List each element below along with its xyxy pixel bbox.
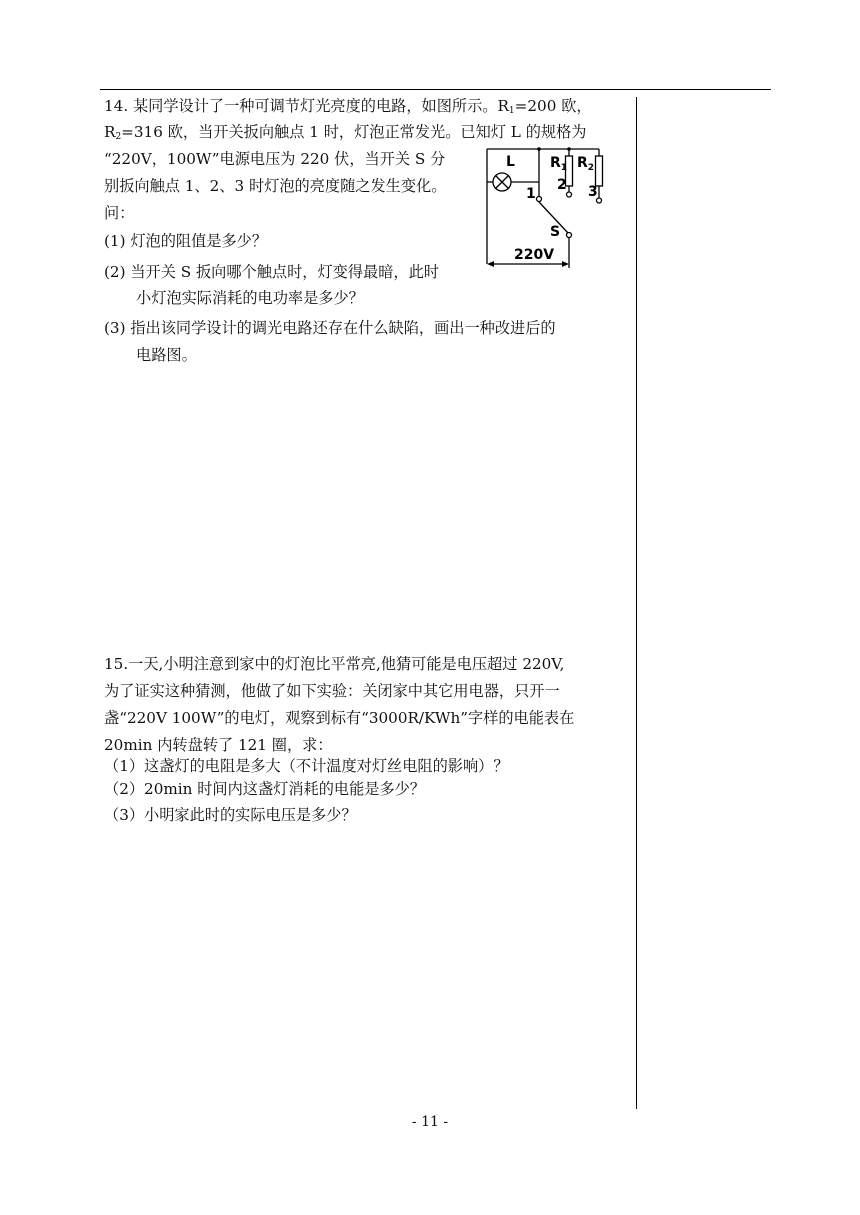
r2-resistor: [596, 156, 603, 186]
contact-2-label: 2: [557, 177, 567, 193]
q15-subquestion-3: （3）小明家此时的实际电压是多少？: [104, 806, 357, 824]
q15-line-4: 20min 内转盘转了 121 圈，求：: [104, 736, 333, 754]
q14-subquestion-1: (1) 灯泡的阻值是多少？: [104, 232, 268, 250]
contact-1-label: 1: [526, 186, 536, 202]
r2-label: $R_2$: [577, 155, 595, 173]
q14-line-1: 14. 某同学设计了一种可调节灯光亮度的电路，如图所示。$R_1=200$ 欧，: [104, 97, 592, 116]
r1-label: $R_1$: [550, 155, 568, 173]
q15-subquestion-2: （2）20min 时间内这盏灯消耗的电能是多少？: [104, 780, 426, 798]
q14-subquestion-3: (3) 指出该同学设计的调光电路还存在什么缺陷，画出一种改进后的: [104, 319, 556, 337]
q14-subquestion-2: (2) 当开关 S 扳向哪个触点时，灯变得最暗，此时: [104, 263, 439, 281]
q15-line-1: 15.一天,小明注意到家中的灯泡比平常亮,他猜可能是电压超过 220V,: [104, 655, 565, 673]
q15-line-2: 为了证实这种猜测，他做了如下实验：关闭家中其它用电器，只开一: [104, 682, 560, 700]
q15-line-3: 盏“220V 100W”的电灯，观察到标有“3000R/KWh”字样的电能表在: [104, 709, 575, 727]
q15-subquestion-1: （1）这盏灯的电阻是多大（不计温度对灯丝电阻的影响）？: [104, 757, 509, 775]
q14-line-2: $R_2=316$ 欧，当开关扳向触点 1 时，灯泡正常发光。已知灯 L 的规格为: [104, 123, 587, 142]
lamp-label: L: [506, 154, 515, 170]
switch-pivot: [567, 233, 572, 238]
q14-line-4: 别扳向触点 1、2、3 时灯泡的亮度随之发生变化。: [104, 177, 447, 195]
voltage-label: 220V: [514, 247, 555, 263]
q14-line-3: “220V，100W”电源电压为 220 伏，当开关 S 分: [104, 150, 446, 168]
q14-subquestion-2-cont: 小灯泡实际消耗的电功率是多少？: [136, 289, 364, 307]
circuit-diagram: [484, 144, 614, 274]
contact-3-label: 3: [588, 184, 598, 200]
contact-1-terminal: [537, 197, 542, 202]
switch-label: S: [550, 224, 561, 240]
margin-rule: [636, 97, 637, 1109]
top-rule: [100, 89, 771, 90]
q14-line-5: 问：: [104, 204, 135, 222]
q14-subquestion-3-cont: 电路图。: [136, 346, 197, 364]
page-number: - 11 -: [411, 1114, 449, 1130]
contact-2-terminal: [567, 192, 572, 197]
